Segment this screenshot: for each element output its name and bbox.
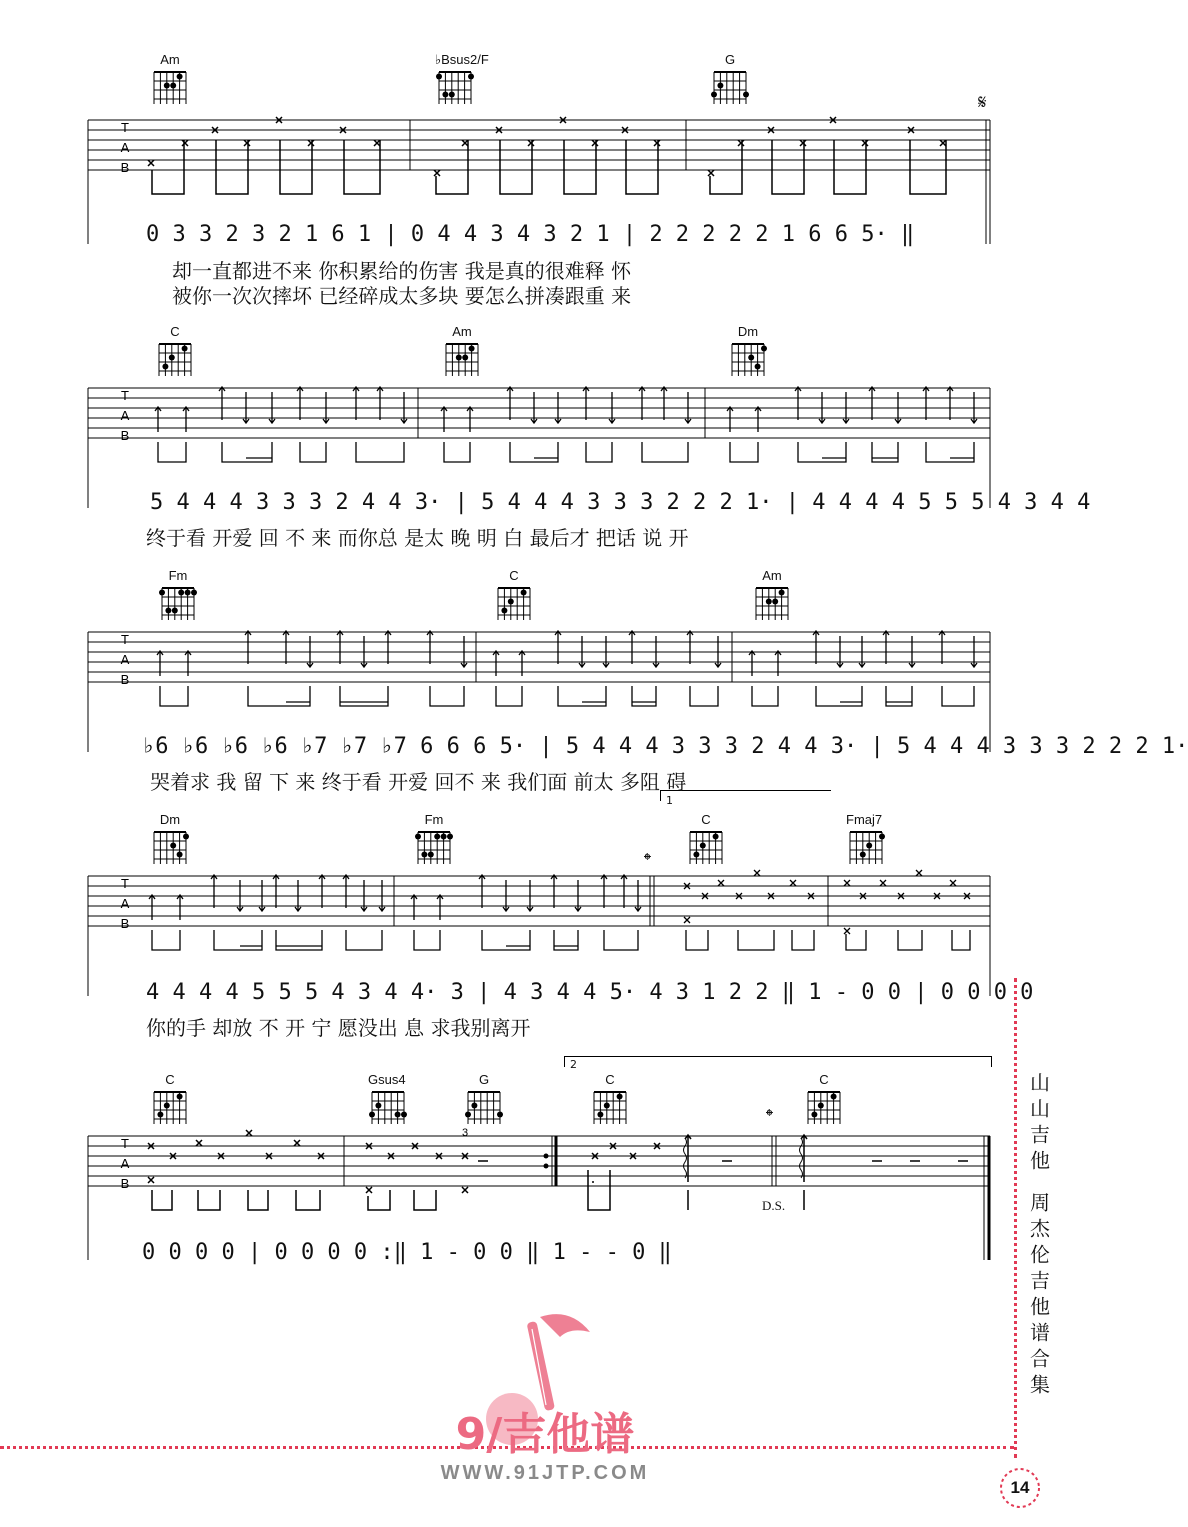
lyric-line-1: 哭着求 我 留 下 来 终于看 开爱 回不 来 我们面 前太 多阻 碍 <box>150 770 687 794</box>
numbered-notation: 0 0 0 0 | 0 0 0 0 :‖ 1 - 0 0 ‖ 1 - - 0 ‖ <box>142 1240 672 1265</box>
svg-text:B: B <box>120 1176 130 1191</box>
chord-name: Am <box>762 568 782 583</box>
chord-grid <box>728 340 768 380</box>
numbered-notation: 4 4 4 4 5 5 5 4 3 4 4· 3 | 4 3 4 4 5· 4 3 1 2 2 ‖ 1 - 0 0 | 0 0 0 0 <box>146 980 1034 1005</box>
chord-grid <box>494 584 534 624</box>
chord-name: Fm <box>168 568 188 583</box>
lyric-line-1: 却一直都进不来 你积累给的伤害 我是真的很难释 怀 <box>172 259 632 283</box>
svg-text:3: 3 <box>462 1127 469 1139</box>
chord-name: Am <box>452 324 472 339</box>
chord-grid <box>686 828 726 868</box>
chord-name: Am <box>160 52 180 67</box>
svg-text:A: A <box>120 896 130 911</box>
chord-name: Fm <box>424 812 444 827</box>
chord-grid <box>150 828 190 868</box>
chord-name: Gsus4 <box>368 1072 406 1087</box>
logo-text: 9/吉他谱 <box>455 1409 635 1460</box>
chord-name: G <box>724 52 736 67</box>
chord-name: G <box>478 1072 490 1087</box>
chord-grid <box>368 1088 408 1128</box>
side-title-line-2: 周杰伦吉他谱合集 <box>1026 1192 1051 1400</box>
tab-letter: A <box>120 140 130 155</box>
svg-text:B: B <box>120 672 130 687</box>
chord-name: ♭Bsus2/F <box>435 52 489 67</box>
ds-label: D.S. <box>762 1198 786 1213</box>
lyric-line-1: 你的手 却放 不 开 宁 愿没出 息 求我别离开 <box>146 1016 531 1040</box>
chord-name: C <box>701 812 711 827</box>
svg-text:A: A <box>120 1156 130 1171</box>
volta-2-bracket <box>564 1056 992 1067</box>
chord-grid <box>710 68 750 108</box>
chord-name: C <box>165 1072 175 1087</box>
lyric-line-2: 被你一次次摔坏 已经碎成太多块 要怎么拼凑跟重 来 <box>172 284 632 308</box>
svg-text:T: T <box>121 1136 129 1151</box>
page-number: 14 <box>1010 1478 1030 1497</box>
svg-text:B: B <box>120 916 130 931</box>
chord-grid <box>158 584 198 624</box>
chord-name: C <box>509 568 519 583</box>
tab-letter: T <box>121 120 129 135</box>
volta-1-number: 1 <box>666 794 673 807</box>
svg-text:T: T <box>121 632 129 647</box>
system-4 <box>0 812 1080 1052</box>
tab-letter: B <box>120 160 130 175</box>
chord-name: Fmaj7 <box>846 812 883 827</box>
segno-icon: 𝄋 <box>978 90 987 114</box>
chord-grid <box>155 340 195 380</box>
chord-grid <box>464 1088 504 1128</box>
chord-name: Dm <box>159 812 181 827</box>
svg-text:A: A <box>120 652 130 667</box>
chord-grid <box>435 68 475 108</box>
svg-text:T: T <box>121 876 129 891</box>
chord-grid <box>150 68 190 108</box>
volta-2-number: 2 <box>570 1058 577 1071</box>
side-title <box>1018 1072 1058 1400</box>
system-2 <box>0 324 1091 564</box>
chord-grid <box>846 828 886 868</box>
numbered-notation: ♭6 ♭6 ♭6 ♭6 ♭7 ♭7 ♭7 6 6 6 5· | 5 4 4 4 3 3 3 2 4 4 3· | 5 4 4 4 3 3 3 2 2 2 1· <box>142 734 1188 759</box>
border-dots <box>1014 978 1017 1458</box>
chord-grid <box>442 340 482 380</box>
coda-icon: 𝄌 <box>644 848 651 872</box>
chord-grid <box>150 1088 190 1128</box>
chord-grid <box>804 1088 844 1128</box>
chord-name: Dm <box>737 324 759 339</box>
side-title-line-1: 山山吉他 <box>1026 1072 1051 1176</box>
lyric-line-1: 终于看 开爱 回 不 来 而你总 是太 晚 明 白 最后才 把话 说 开 <box>146 526 689 550</box>
svg-text:T: T <box>121 388 129 403</box>
chord-grid <box>414 828 454 868</box>
chord-name: C <box>819 1072 829 1087</box>
coda-icon: 𝄌 <box>766 1104 773 1128</box>
logo-url: WWW.91JTP.COM <box>440 1462 650 1484</box>
chord-grid <box>752 584 792 624</box>
numbered-notation: 0 3 3 2 3 2 1 6 1 | 0 4 4 3 4 3 2 1 | 2 2 2 2 2 1 6 6 5· ‖ <box>146 222 915 247</box>
system-3 <box>0 568 1188 808</box>
system-1 <box>0 52 1080 312</box>
system-5 <box>0 1056 1080 1276</box>
chord-name: C <box>170 324 180 339</box>
chord-grid <box>590 1088 630 1128</box>
numbered-notation: 5 4 4 4 3 3 3 2 4 4 3· | 5 4 4 4 3 3 3 2 2 2 1· | 4 4 4 4 5 5 5 4 3 4 4 <box>150 490 1091 515</box>
chord-name: C <box>605 1072 615 1087</box>
svg-text:A: A <box>120 408 130 423</box>
svg-text:B: B <box>120 428 130 443</box>
